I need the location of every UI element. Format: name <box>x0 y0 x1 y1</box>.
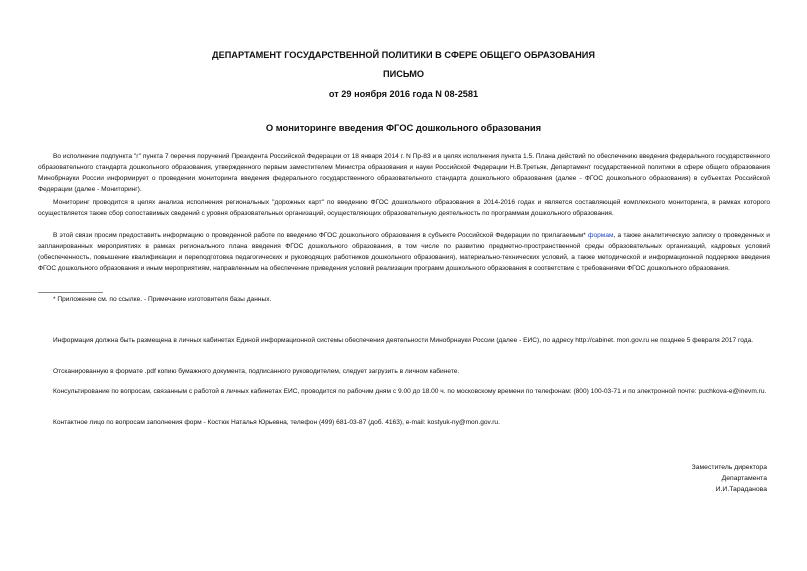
document-subject: О мониторинге введения ФГОС дошкольного образования <box>265 122 542 133</box>
document-type: ПИСЬМО <box>382 69 425 79</box>
footnote: * Приложение см. по ссылке. - Примечание изготовителя базы данных. <box>53 296 272 303</box>
signature-position: Заместитель директора <box>691 464 767 471</box>
signature-name: И.И.Тараданова <box>715 486 767 493</box>
paragraph-3 <box>38 230 770 274</box>
footnote-divider <box>38 292 103 293</box>
signature-block <box>692 462 767 495</box>
forms-link[interactable]: формам <box>588 232 614 239</box>
paragraph-3-text-end: , а также аналитическую записку о проведенных и запланированных мероприятиях в рамках регионального плана введения ФГОС дошкольного образования, в том числе по развитию предметно-пространственной среды образовательных организаций, кадровых условий (обеспеченность, повышение квалификации и переподготовка педагогических и руководящих работников дошкольного образования), материально-технических условий, а также методической и информационной поддержке введения ФГОС дошкольного образования и иным мероприятиям, направленным на обеспечение приведения условий реализации программ дошкольного образования в соответствие с требованиями ФГОС дошкольного образования. <box>38 232 770 272</box>
paragraph-3-text-start: В этой связи просим предоставить информацию о проведенной работе по введению ФГОС дошкольного образования в субъекте Российской Федерации по прилагаемым* <box>53 232 589 239</box>
signature-department: Департамента <box>721 475 767 482</box>
paragraph-2: Мониторинг проводится в целях анализа исполнения региональных "дорожных карт" по введению ФГОС дошкольного образования в 2014-2016 годах и является составляющей комплексного мониторинга, в рамках которого осуществляется также сбор сопоставимых сведений с уровня образовательных организаций, осуществляющих образовательную деятельность по программам дошкольного образования. <box>38 199 770 217</box>
paragraph-1: Во исполнение подпункта "г" пункта 7 перечня поручений Президента Российской Федерации от 18 января 2014 г. N Пр-83 и в целях исполнения пункта 1.5. Плана действий по обеспечению введения федерального государственного образовательного стандарта дошкольного образования, утвержденного первым заместителем Министра образования и науки Российской Федерации Н.В.Третьяк, Департамент государственной политики в сфере общего образования Минобрнауки России информирует о проведении мониторинга введения федерального государственного образовательного стандарта дошкольного образования (далее - ФГОС дошкольного образования) в субъектах Российской Федерации (далее - Мониторинг). <box>38 153 770 193</box>
paragraph-5: Отсканированную в формате .pdf копию бумажного документа, подписанного руководителем, следует загрузить в личном кабинете. <box>53 368 460 375</box>
document-date-number: от 29 ноября 2016 года N 08-2581 <box>328 89 479 99</box>
paragraph-7: Контактное лицо по вопросам заполнения форм - Костюк Наталья Юрьевна, телефон (499) 681-03-87 (доб. 4163), e-mail: kostyuk-ny@mon.gov.ru. <box>53 419 500 426</box>
paragraph-4: Информация должна быть размещена в личных кабинетах Единой информационной системы обеспечения деятельности Минобрнауки России (далее - ЕИС), по адресу http://cabinet. mon.gov.ru не позднее 5 февраля 2017 года. <box>53 337 754 344</box>
paragraph-6: Консультирование по вопросам, связанным с работой в личных кабинетах ЕИС, проводится по рабочим дням с 9.00 до 18.00 ч. по московскому времени по телефонам: (800) 100-03-71 и по электронной почте: puchkova-e@inevm.ru. <box>53 388 767 395</box>
department-heading: ДЕПАРТАМЕНТ ГОСУДАРСТВЕННОЙ ПОЛИТИКИ В СФЕРЕ ОБЩЕГО ОБРАЗОВАНИЯ <box>212 50 595 60</box>
